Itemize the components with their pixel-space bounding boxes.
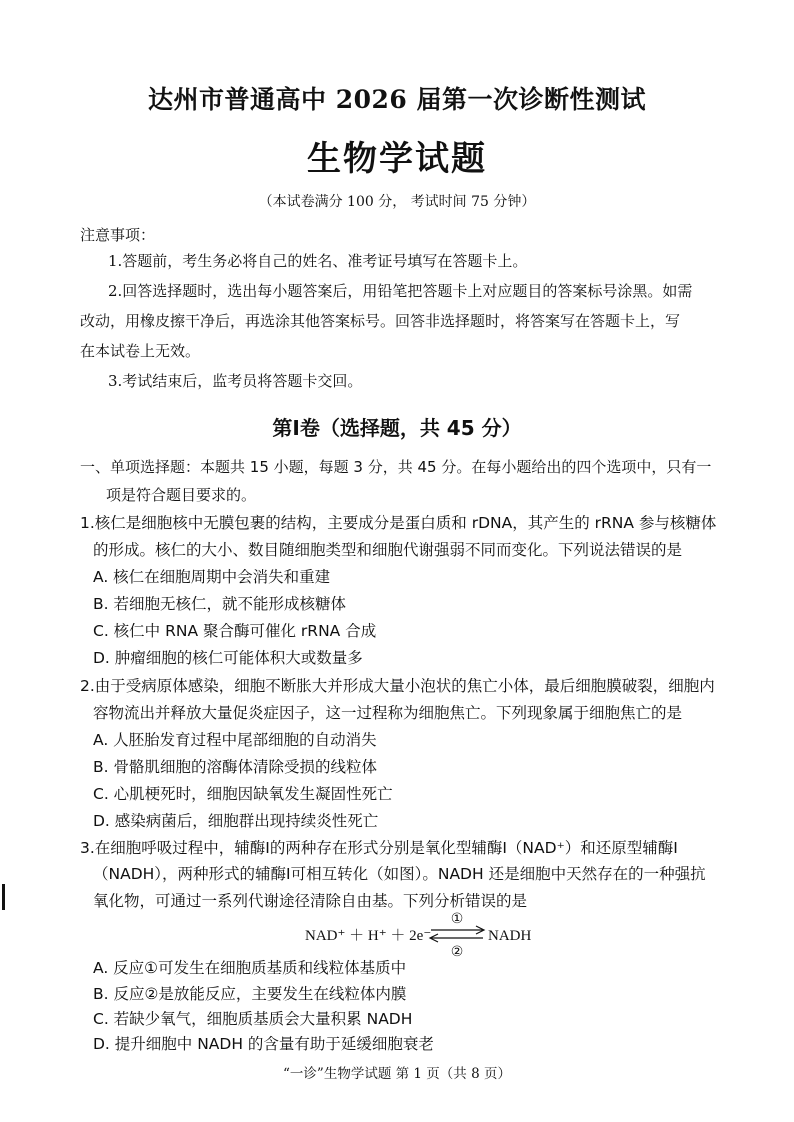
equation-right-side: NADH [488, 928, 532, 944]
question-3-option-d: D. 提升细胞中 NADH 的含量有助于延缓细胞衰老 [93, 1035, 434, 1053]
question-1-option-d: D. 肿瘤细胞的核仁可能体积大或数量多 [93, 649, 363, 667]
page-footer: “一诊”生物学试题 第 1 页（共 8 页） [283, 1066, 511, 1082]
exam-info: （本试卷满分 100 分， 考试时间 75 分钟） [258, 194, 536, 210]
section-title: 第Ⅰ卷（选择题，共 45 分） [272, 416, 522, 440]
question-2-option-d: D. 感染病菌后，细胞群出现持续炎性死亡 [93, 812, 379, 830]
note-item-3: 3.考试结束后，监考员将答题卡交回。 [108, 372, 363, 390]
question-3-stem-line-1: 3.在细胞呼吸过程中，辅酶Ⅰ的两种存在形式分别是氧化型辅酶Ⅰ（NAD⁺）和还原型辅酶Ⅰ [80, 839, 678, 857]
question-3-stem-line-2: （NADH），两种形式的辅酶Ⅰ可相互转化（如图）。NADH 还是细胞中天然存在的一种强抗 [93, 865, 706, 883]
notes-heading: 注意事项： [80, 226, 156, 244]
equation-left-side: NAD⁺ ＋ H⁺ ＋ 2e⁻ [305, 928, 432, 944]
question-1-option-b: B. 若细胞无核仁，就不能形成核糖体 [93, 595, 346, 613]
question-1-option-a: A. 核仁在细胞周期中会消失和重建 [93, 568, 331, 586]
question-2-stem-line-2: 容物流出并释放大量促炎症因子，这一过程称为细胞焦亡。下列现象属于细胞焦亡的是 [93, 704, 683, 722]
question-3-stem-line-3: 氧化物，可通过一系列代谢途径清除自由基。下列分析错误的是 [93, 892, 528, 910]
note-item-2-line-2: 改动，用橡皮擦干净后，再选涂其他答案标号。回答非选择题时，将答案写在答题卡上，写 [80, 312, 681, 330]
reaction-equation-svg [305, 908, 545, 960]
note-item-2-line-3: 在本试卷上无效。 [80, 342, 201, 360]
section-instructions-line-2: 项是符合题目要求的。 [106, 486, 257, 504]
reaction-equation [305, 908, 545, 960]
question-2-option-b: B. 骨骼肌细胞的溶酶体清除受损的线粒体 [93, 758, 377, 776]
question-1-stem-line-1: 1.核仁是细胞核中无膜包裹的结构，主要成分是蛋白质和 rDNA，其产生的 rRNA 参与核糖体 [80, 514, 717, 532]
note-item-1: 1.答题前，考生务必将自己的姓名、准考证号填写在答题卡上。 [108, 252, 528, 270]
question-3-option-a: A. 反应①可发生在细胞质基质和线粒体基质中 [93, 959, 407, 977]
question-1-option-c: C. 核仁中 RNA 聚合酶可催化 rRNA 合成 [93, 622, 377, 640]
margin-mark [2, 884, 5, 910]
section-instructions-line-1: 一、单项选择题：本题共 15 小题，每题 3 分，共 45 分。在每小题给出的四个选项中，只有一 [80, 458, 712, 476]
equation-reverse-label: ② [450, 944, 464, 960]
question-3-option-c: C. 若缺少氧气，细胞质基质会大量积累 NADH [93, 1010, 413, 1028]
question-2-stem-line-1: 2.由于受病原体感染，细胞不断胀大并形成大量小泡状的焦亡小体，最后细胞膜破裂，细胞内 [80, 677, 715, 695]
note-item-2-line-1: 2.回答选择题时，选出每小题答案后，用铅笔把答题卡上对应题目的答案标号涂黑。如需 [108, 282, 693, 300]
question-3-option-b: B. 反应②是放能反应，主要发生在线粒体内膜 [93, 985, 407, 1003]
question-1-stem-line-2: 的形成。核仁的大小、数目随细胞类型和细胞代谢强弱不同而变化。下列说法错误的是 [93, 541, 683, 559]
question-2-option-a: A. 人胚胎发育过程中尾部细胞的自动消失 [93, 731, 377, 749]
subject-title: 生物学试题 [307, 139, 487, 179]
exam-title: 达州市普通高中 2026 届第一次诊断性测试 [148, 85, 646, 114]
question-2-option-c: C. 心肌梗死时，细胞因缺氧发生凝固性死亡 [93, 785, 393, 803]
equation-forward-label: ① [450, 911, 464, 927]
